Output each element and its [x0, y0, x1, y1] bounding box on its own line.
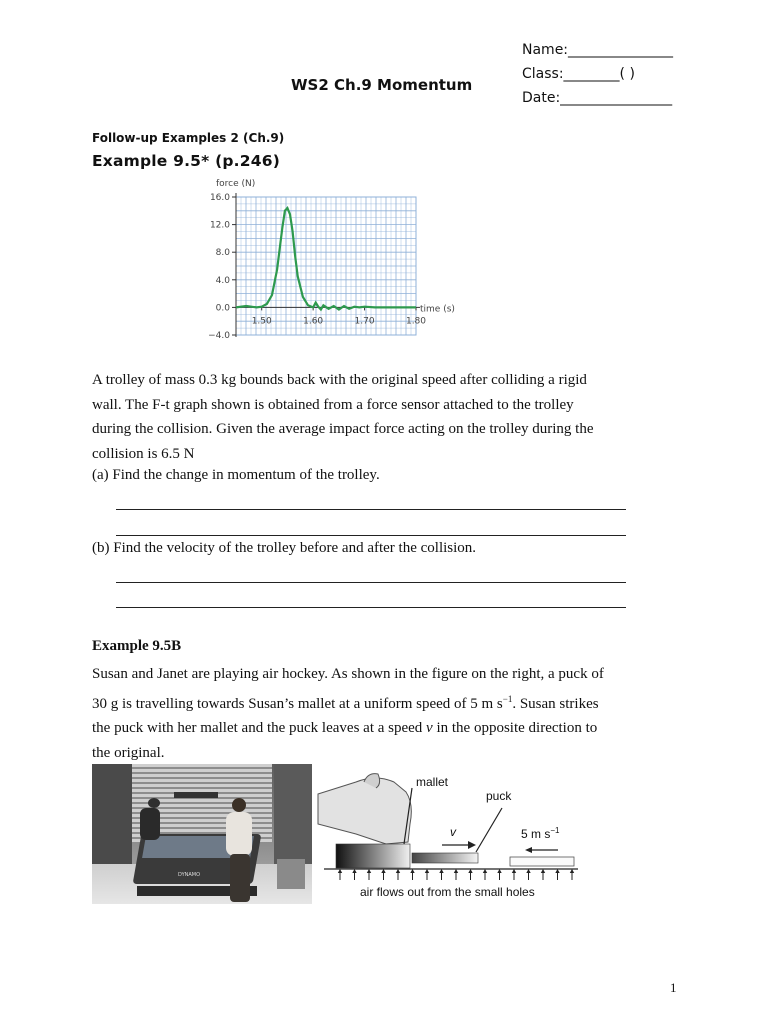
ex2-line-1: Susan and Janet are playing air hockey. As shown in the figure on the right, a puck of	[92, 666, 604, 682]
speed-label: 5 m $s^{-1}$	[521, 826, 560, 841]
x-tick-label: 1.50	[251, 316, 272, 327]
puck-after-shape	[412, 853, 478, 863]
y-tick-label: 4.0	[215, 275, 230, 286]
question-a: (a) Find the change in momentum of the trolley.	[92, 467, 380, 483]
y-axis-label: force (N)	[216, 179, 256, 189]
paragraph-line-2: wall. The F-t graph shown is obtained from a force sensor attached to the trolley	[92, 396, 574, 413]
hand-shape	[318, 778, 411, 844]
mallet-shape	[336, 844, 410, 868]
puck-label: puck	[486, 789, 512, 803]
mallet-puck-diagram	[316, 764, 586, 904]
answer-line-b1[interactable]	[116, 582, 626, 583]
example-2-paragraph	[92, 662, 692, 765]
table-brand-label: DYNAMO	[178, 872, 201, 878]
question-b: (b) Find the velocity of the trolley before and after the collision.	[92, 540, 477, 556]
page-number: 1	[670, 980, 677, 995]
header-fields	[522, 38, 673, 110]
name-field: Name:_______________	[522, 42, 674, 58]
y-tick-label: 16.0	[209, 193, 230, 203]
mallet-label: mallet	[416, 775, 449, 789]
example-2-heading: Example 9.5B	[92, 638, 182, 654]
air-hockey-photo	[92, 764, 312, 904]
paragraph-line-1: A trolley of mass 0.3 kg bounds back with the original speed after colliding a rigid	[92, 372, 587, 388]
date-field: Date:________________	[522, 90, 673, 106]
puck-before-shape	[510, 857, 574, 866]
answer-line-a2[interactable]	[116, 535, 626, 536]
air-caption: air flows out from the small holes	[360, 885, 535, 899]
answer-line-a1[interactable]	[116, 509, 626, 510]
section-label: Follow-up Examples 2 (Ch.9)	[92, 131, 285, 145]
y-tick-label: 8.0	[215, 248, 230, 259]
example-1-paragraph	[92, 368, 672, 466]
x-tick-label: 1.70	[354, 316, 375, 327]
class-field: Class:________( )	[522, 66, 635, 82]
ex2-line-3: the puck with her mallet and the puck leaves at a speed v in the opposite direction to	[92, 720, 598, 736]
answer-line-b2[interactable]	[116, 607, 626, 608]
paragraph-line-4: collision is 6.5 N	[92, 445, 195, 462]
velocity-v-label: v	[450, 825, 456, 839]
x-tick-label: 1.80	[405, 316, 427, 327]
x-axis-label: time (s)	[420, 304, 455, 315]
ex2-line-2: 30 g is travelling towards Susan’s mallet at a uniform speed of 5 m $s^{-1}$. Susan strikes	[92, 693, 599, 712]
y-tick-label: 0.0	[215, 303, 230, 314]
x-tick-label: 1.60	[303, 316, 324, 327]
ex2-line-4: the original.	[92, 744, 165, 761]
page-title: WS2 Ch.9 Momentum	[291, 76, 473, 94]
y-tick-label: −4.0	[208, 331, 230, 341]
example-1-heading: Example 9.5* (p.246)	[92, 152, 280, 170]
force-time-chart	[200, 172, 470, 344]
y-tick-label: 12.0	[209, 220, 230, 231]
paragraph-line-3: during the collision. Given the average impact force acting on the trolley during the	[92, 421, 594, 437]
